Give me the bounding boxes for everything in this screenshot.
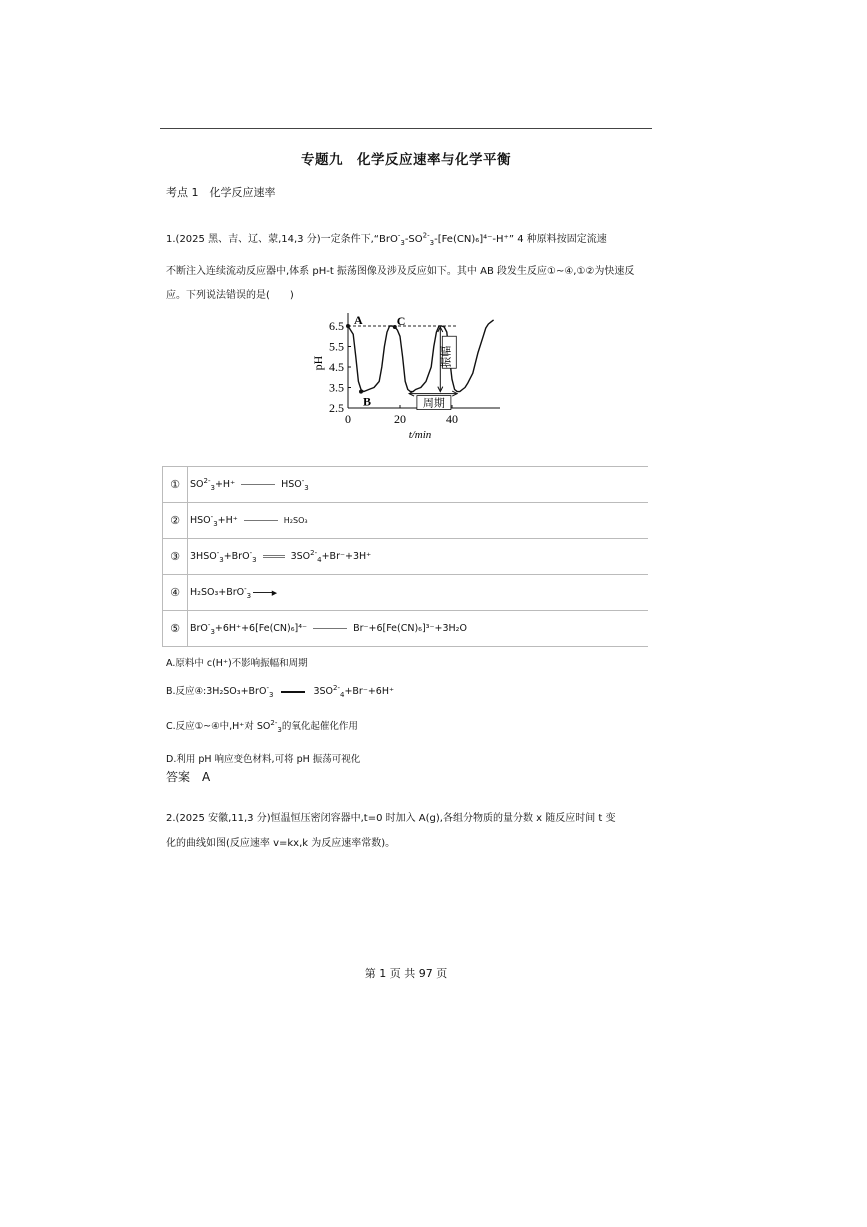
reaction-equation: $HSO^-_3+H^+$ H₂SO₃ [188,503,649,539]
option-a: A.原料中 c(H⁺)不影响振幅和周期 [166,658,308,669]
ph-oscillation-chart [300,305,500,445]
reaction-row [163,467,649,503]
q1-source: 1.(2025 黑、吉、辽、蒙,14,3 分) [166,234,321,245]
option-c: C.反应①~④中,H⁺对 $SO^{2-}_3$的氧化起催化作用 [166,718,358,734]
reaction-row [163,503,649,539]
x-tick-label: 20 [394,412,406,426]
q1-line-2: 不断注入连续流动反应器中,体系 pH-t 振荡图像及涉及反应如下。其中 AB 段发生反应①~④,①②为快速反 [166,266,635,277]
answer: 答案 A [166,770,211,784]
data-point [359,390,363,394]
y-axis-label: pH [311,355,325,371]
reaction-number: ⑤ [163,611,188,647]
q1-text-b: -SO [404,234,423,245]
reaction-equation: $SO^{2-}_3+H^+$ $HSO^-_3$ [188,467,649,503]
page-title: 专题九 化学反应速率与化学平衡 [301,152,511,168]
q1-text-a: 一定条件下,“BrO [320,234,398,245]
reaction-number: ④ [163,575,188,611]
reaction-equation: H₂SO₃+BrO-$_3$ ▶ [188,575,649,611]
point-label-b: B [363,394,372,409]
q2-line-2: 化的曲线如图(反应速率 v=kx,k 为反应速率常数)。 [166,838,396,849]
reaction-table [162,466,648,647]
period-label: 周期 [422,396,445,410]
header-rule [160,128,652,129]
y-tick-label: 6.5 [329,319,344,333]
x-tick-label: 40 [446,412,458,426]
reaction-equation: BrO-$_3$+6H⁺+6[Fe(CN)₆]⁴⁻ Br⁻+6[Fe(CN)₆]³⁻+3H₂O [188,611,649,647]
arrow-icon: ▶ [253,592,275,593]
page-footer: 第 1 页 共 97 页 [364,967,448,980]
data-point [346,324,350,328]
x-axis-label: t/min [408,429,432,441]
series-line [348,320,494,392]
y-tick-label: 4.5 [329,360,344,374]
y-tick-label: 2.5 [329,401,344,415]
y-tick-label: 5.5 [329,339,344,354]
q1-line-3: 应。下列说法错误的是( ) [166,290,294,301]
reaction-number: ① [163,467,188,503]
y-tick-label: 3.5 [329,380,344,395]
q1-line-1: 1.(2025 黑、吉、辽、蒙,14,3 分)一定条件下$,“BrO^-_3-SO^{2-}_3-[Fe(CN)_6]^{4-}-H^+$” 4 种原料按固定流速 [166,231,607,247]
point-label-a: A [354,313,363,327]
x-tick-label: 0 [345,412,351,426]
amplitude-label: 振幅 [439,345,453,368]
option-b: B.反应④:3H₂SO₃+BrO-$_3$ $3SO^{2-}_4+Br^-+6H^+$ [166,683,395,699]
reaction-number: ③ [163,539,188,575]
q1-text-c: -[Fe(CN)₆]⁴⁻-H⁺” 4 种原料按固定流速 [434,234,607,245]
reaction-row [163,611,649,647]
option-d: D.利用 pH 响应变色材料,可将 pH 振荡可视化 [166,754,361,765]
reaction-row [163,575,649,611]
section-heading: 考点 1 化学反应速率 [166,186,276,199]
q2-line-1: 2.(2025 安徽,11,3 分)恒温恒压密闭容器中,t=0 时加入 A(g),各组分物质的量分数 x 随反应时间 t 变 [166,813,616,824]
point-label-c: C [396,314,406,329]
reaction-equation: $3HSO^-_3+BrO^-_3$ $3SO^{2-}_4+Br^-+3H^+$ [188,539,649,575]
reaction-number: ② [163,503,188,539]
reaction-row [163,539,649,575]
